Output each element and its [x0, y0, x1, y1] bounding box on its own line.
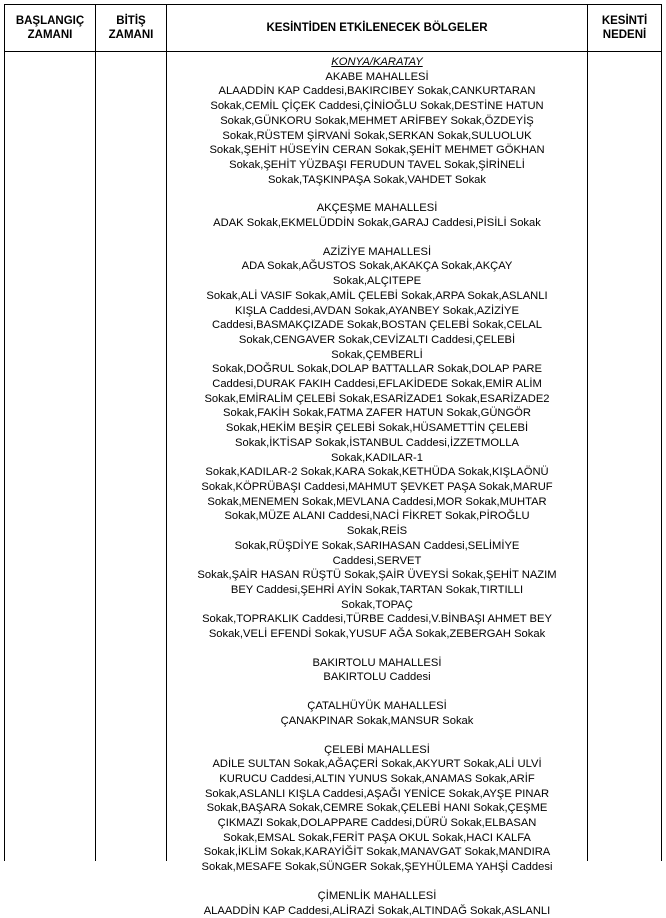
neighborhood-name: AKABE MAHALLESİ	[325, 70, 429, 83]
street-line: Sokak,İKLİM Sokak,KARAYİĞİT Sokak,MANAVGAT Sokak,MANDIRA	[203, 846, 551, 859]
street-line: Sokak,EMSAL Sokak,FERİT PAŞA OKUL Sokak,HACI KALFA	[223, 831, 531, 844]
outage-table	[4, 4, 662, 917]
street-line: Sokak,DOĞRUL Sokak,DOLAP BATTALLAR Sokak,DOLAP PARE	[212, 363, 542, 376]
street-line: Sokak,MÜZE ALANI Caddesi,NACİ FİKRET Sokak,PİROĞLU Sokak,REİS	[224, 510, 530, 538]
street-line: Sokak,CEMİL ÇİÇEK Caddesi,ÇİNİOĞLU Sokak,DESTİNE HATUN	[210, 100, 544, 113]
street-line: Sokak,TAŞKINPAŞA Sokak,VAHDET Sokak	[267, 173, 487, 186]
street-line: Caddesi,BASMAKÇIZADE Sokak,BOSTAN ÇELEBİ Sokak,CELAL	[212, 319, 542, 332]
neighborhood-name: AKÇEŞME MAHALLESİ	[316, 202, 438, 215]
region-title: KONYA/KARATAY	[331, 56, 423, 68]
neighborhood-name: BAKIRTOLU MAHALLESİ	[312, 656, 442, 669]
street-line: Sokak,RÜSTEM ŞİRVANİ Sokak,SERKAN Sokak,SULUOLUK	[222, 129, 532, 142]
street-line: Sokak,MESAFE Sokak,SÜNGER Sokak,ŞEYHÜLEMA YAHŞİ Caddesi	[201, 861, 553, 874]
street-line: ADA Sokak,AĞUSTOS Sokak,AKAKÇA Sokak,AKÇAY Sokak,ALÇITEPE	[241, 260, 513, 288]
street-line: Sokak,RÜŞDİYE Sokak,SARIHASAN Caddesi,SELİMİYE Caddesi,SERVET	[234, 539, 520, 567]
street-line: Sokak,BAŞARA Sokak,CEMRE Sokak,ÇELEBİ HANI Sokak,ÇEŞME	[206, 802, 548, 815]
reason-cell	[588, 52, 662, 862]
street-list	[167, 714, 587, 729]
neighborhood-name: ÇELEBİ MAHALLESİ	[324, 743, 430, 756]
street-line: Sokak,ŞAİR HASAN RÜŞTÜ Sokak,ŞAİR ÜVEYSİ Sokak,ŞEHİT NAZIM	[197, 569, 557, 582]
table-header-row	[5, 5, 662, 52]
header-affected-regions: KESİNTİDEN ETKİLENECEK BÖLGELER	[167, 5, 588, 52]
neighborhood-block	[167, 743, 587, 875]
table-row	[5, 52, 662, 862]
street-line: ADİLE SULTAN Sokak,AĞAÇERİ Sokak,AKYURT Sokak,ALİ ULVİ	[212, 758, 542, 771]
street-line: Sokak,HEKİM BEŞİR ÇELEBİ Sokak,HÜSAMETTİN ÇELEBİ	[225, 422, 529, 435]
header-start-time: BAŞLANGIÇ ZAMANI	[5, 5, 96, 52]
street-list	[167, 670, 587, 685]
street-line: Sokak,ALİ VASIF Sokak,AMİL ÇELEBİ Sokak,ARPA Sokak,ASLANLI	[206, 289, 548, 302]
street-line: ÇANAKPINAR Sokak,MANSUR Sokak	[280, 714, 474, 727]
street-line: Caddesi,DURAK FAKIH Caddesi,EFLAKİDEDE Sokak,EMİR ALİM	[212, 378, 542, 391]
street-line: Sokak,ASLANLI KIŞLA Caddesi,AŞAĞI YENİCE Sokak,AYŞE PINAR	[204, 787, 550, 800]
end-time-cell	[96, 52, 167, 862]
street-list	[167, 84, 587, 187]
street-line: Sokak,KADILAR-2 Sokak,KARA Sokak,KETHÜDA Sokak,KIŞLAÖNÜ	[205, 466, 549, 479]
street-line: ALAADDİN KAP Caddesi,BAKIRCIBEY Sokak,CANKURTARAN	[218, 85, 536, 98]
street-line: Sokak,VELİ EFENDİ Sokak,YUSUF AĞA Sokak,ZEBERGAH Sokak	[208, 628, 546, 641]
street-list	[167, 904, 587, 918]
street-line: Sokak,GÜNKORU Sokak,MEHMET ARİFBEY Sokak,ÖZDEYİŞ	[220, 114, 534, 127]
neighborhood-block	[167, 70, 587, 188]
neighborhood-block	[167, 201, 587, 230]
street-line: Sokak,KÖPRÜBAŞI Caddesi,MAHMUT ŞEVKET PAŞA Sokak,MARUF	[201, 480, 553, 493]
street-line: KIŞLA Caddesi,AVDAN Sokak,AYANBEY Sokak,AZİZİYE	[235, 304, 519, 317]
street-line: Sokak,EMİRALİM ÇELEBİ Sokak,ESARİZADE1 Sokak,ESARİZADE2	[204, 392, 550, 405]
neighborhood-block	[167, 656, 587, 685]
street-line: Sokak,İKTİSAP Sokak,İSTANBUL Caddesi,İZZETMOLLA Sokak,KADILAR-1	[235, 436, 519, 464]
neighborhood-block	[167, 889, 587, 918]
neighborhood-block	[167, 699, 587, 728]
street-line: ADAK Sokak,EKMELÜDDİN Sokak,GARAJ Caddesi,PİSİLİ Sokak	[213, 217, 541, 230]
street-line: Sokak,ŞEHİT YÜZBAŞI FERUDUN TAVEL Sokak,ŞİRİNELİ	[229, 158, 525, 171]
header-outage-reason: KESİNTİ NEDENİ	[588, 5, 662, 52]
street-list	[167, 259, 587, 641]
neighborhood-block	[167, 245, 587, 642]
neighborhood-name: ÇATALHÜYÜK MAHALLESİ	[307, 700, 447, 713]
street-line: Sokak,ŞEHİT HÜSEYİN CERAN Sokak,ŞEHİT MEHMET GÖKHAN	[209, 144, 545, 157]
start-time-cell	[5, 52, 96, 862]
neighborhood-name: ÇİMENLİK MAHALLESİ	[317, 889, 437, 902]
neighborhood-name: AZİZİYE MAHALLESİ	[322, 245, 432, 258]
street-line: Sokak,MENEMEN Sokak,MEVLANA Caddesi,MOR Sokak,MUHTAR	[207, 495, 547, 508]
street-line: Sokak,CENGAVER Sokak,CEVİZALTI Caddesi,ÇELEBİ Sokak,ÇEMBERLİ	[238, 333, 516, 361]
street-line: Sokak,TOPRAKLIK Caddesi,TÜRBE Caddesi,V.BİNBAŞI AHMET BEY	[202, 613, 552, 626]
street-list	[167, 216, 587, 231]
street-line: KURUCU Caddesi,ALTIN YUNUS Sokak,ANAMAS Sokak,ARİF	[219, 772, 535, 785]
street-line: BAKIRTOLU Caddesi	[323, 671, 431, 684]
neighborhood-list	[167, 70, 587, 918]
street-list	[167, 757, 587, 875]
street-line: BEY Caddesi,ŞEHRİ AYİN Sokak,TARTAN Sokak,TIRTILLI Sokak,TOPAÇ	[230, 583, 524, 611]
street-line: ALAADDİN KAP Caddesi,ALİRAZİ Sokak,ALTINDAĞ Sokak,ASLANLI	[203, 904, 551, 917]
header-end-time: BİTİŞ ZAMANI	[96, 5, 167, 52]
street-line: ÇIKMAZI Sokak,DOLAPPARE Caddesi,DÜRÜ Sokak,ELBASAN	[217, 817, 537, 830]
affected-regions-cell	[167, 52, 588, 917]
street-line: Sokak,FAKİH Sokak,FATMA ZAFER HATUN Sokak,GÜNGÖR	[223, 407, 531, 420]
